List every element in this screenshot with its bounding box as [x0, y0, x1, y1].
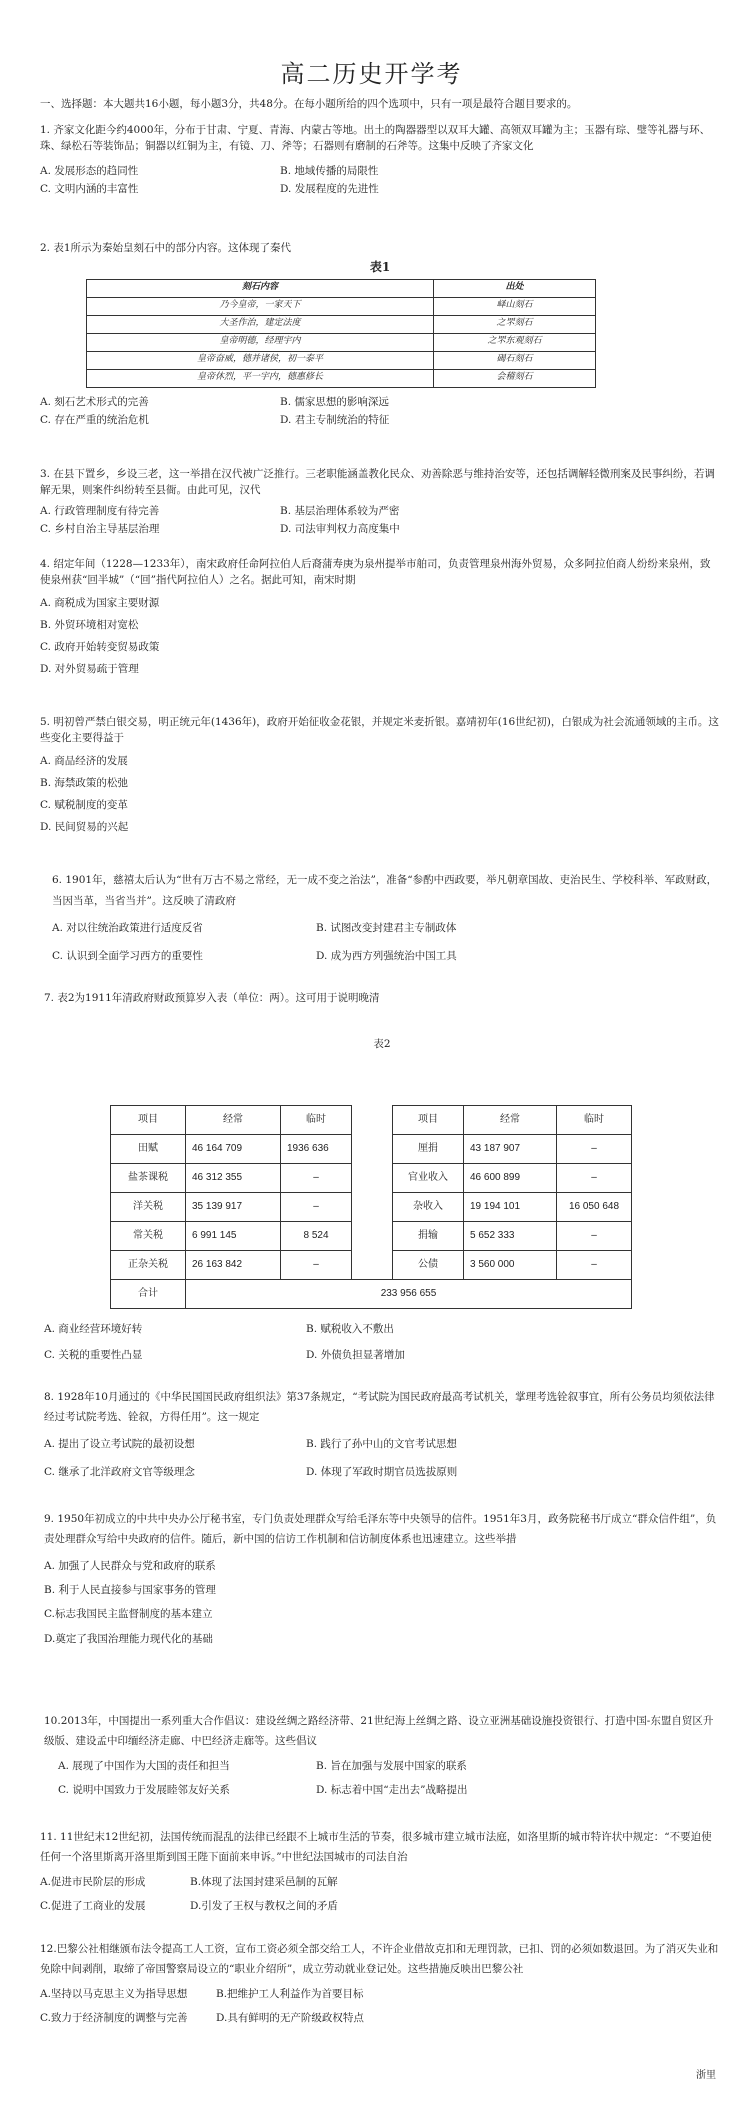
table-cell: 3 560 000	[464, 1250, 557, 1279]
option-c: C. 关税的重要性凸显	[44, 1348, 143, 1361]
table-cell: –	[281, 1250, 352, 1279]
table-cell: 16 050 648	[557, 1192, 632, 1221]
option-b: B.把维护工人利益作为首要目标	[216, 1987, 364, 2000]
option-d: D. 标志着中国“走出去”战略提出	[316, 1784, 468, 1797]
table-row	[87, 333, 596, 351]
option-d: D. 民间贸易的兴起	[40, 821, 129, 834]
option-a: A. 展现了中国作为大国的责任和担当	[58, 1759, 230, 1772]
table-gap	[352, 1105, 393, 1279]
question-stem: 11. 11世纪末12世纪初，法国传统而混乱的法律已经跟不上城市生活的节奏，很多城市建立城市法庭，如洛里斯的城市特许状中规定：“不要迫使任何一个洛里斯离开洛里斯到国王陛下面前来申诉。”中世纪法国城市的司法自治	[40, 1831, 712, 1863]
question-9	[44, 1510, 720, 1647]
option-c: C.致力于经济制度的调整与完善	[40, 2012, 188, 2025]
question-3	[40, 466, 720, 537]
option-a: A.促进市民阶层的形成	[40, 1875, 146, 1888]
option-b: B.体现了法国封建采邑制的瓦解	[190, 1875, 338, 1888]
option-a: A. 商品经济的发展	[40, 754, 128, 767]
table-header-row	[87, 279, 596, 297]
table-cell: 6 991 145	[186, 1221, 281, 1250]
table-row	[87, 315, 596, 333]
option-b: B. 践行了孙中山的文官考试思想	[306, 1437, 457, 1450]
table-cell: 正杂关税	[111, 1250, 186, 1279]
question-12	[40, 1940, 720, 2026]
option-b: B. 赋税收入不敷出	[306, 1322, 394, 1335]
table-header: 经常	[186, 1105, 281, 1134]
table-2-caption: 表2	[373, 1038, 391, 1051]
table-header: 临时	[281, 1105, 352, 1134]
table-row	[87, 369, 596, 387]
table-cell: 田赋	[111, 1134, 186, 1163]
option-d: D. 君主专制统治的特征	[280, 414, 390, 427]
table-cell: 皇帝休烈，平一宇内，德惠修长	[87, 369, 434, 387]
table-cell: 厘捐	[393, 1134, 464, 1163]
table-cell: 46 312 355	[186, 1163, 281, 1192]
table-header: 经常	[464, 1105, 557, 1134]
option-a: A. 对以往统治政策进行适度反省	[52, 922, 203, 934]
table-cell: 46 164 709	[186, 1134, 281, 1163]
option-a: A. 行政管理制度有待完善	[40, 504, 160, 517]
option-b: B. 外贸环境相对宽松	[40, 618, 139, 631]
table-header: 刻石内容	[87, 279, 434, 297]
table-cell: 会稽刻石	[434, 369, 596, 387]
question-stem: 12.巴黎公社相继颁布法令提高工人工资，宣布工资必须全部交给工人，不许企业借故克扣和无理罚款，已扣、罚的必须如数退回。为了消灭失业和免除中间剥削，取缔了帝国警察局设立的“职业介绍所”，成立劳动就业登记处。这些措施反映出巴黎公社	[40, 1943, 719, 1975]
option-d: D. 对外贸易疏于管理	[40, 663, 139, 676]
table-cell: –	[557, 1134, 632, 1163]
table-cell: 杂收入	[393, 1192, 464, 1221]
table-cell: 乃今皇帝，一家天下	[87, 297, 434, 315]
question-stem: 5. 明初曾严禁白银交易，明正统元年(1436年)，政府开始征收金花银，并规定米麦折银。嘉靖初年(16世纪初)，白银成为社会流通领域的主币。这些变化主要得益于	[40, 716, 719, 745]
table-cell: 盐茶课税	[111, 1163, 186, 1192]
question-stem: 10.2013年，中国提出一系列重大合作倡议：建设丝绸之路经济带、21世纪海上丝绸之路、设立亚洲基础设施投资银行、打造中国-东盟自贸区升级版、建设孟中印缅经济走廊、中巴经济走廊等。这些倡议	[44, 1715, 714, 1747]
table-cell: 26 163 842	[186, 1250, 281, 1279]
table-cell: 捐输	[393, 1221, 464, 1250]
corner-watermark-text: 浙里	[696, 2070, 716, 2081]
question-11	[40, 1828, 720, 1914]
question-7	[44, 990, 720, 1363]
question-8	[44, 1388, 720, 1480]
question-10	[44, 1712, 720, 1798]
table-cell: 碣石刻石	[434, 351, 596, 369]
option-c: C. 说明中国致力于发展睦邻友好关系	[58, 1784, 230, 1797]
table-cell: 19 194 101	[464, 1192, 557, 1221]
table-header-row	[111, 1105, 632, 1134]
question-4	[40, 556, 720, 678]
table-header: 项目	[393, 1105, 464, 1134]
option-d: D. 发展程度的先进性	[280, 182, 379, 195]
question-stem: 9. 1950年初成立的中共中央办公厅秘书室，专门负责处理群众写给毛泽东等中央领导的信件。1951年3月，政务院秘书厅成立“群众信件组”，负责处理群众写给中央政府的信件。随后，新中国的信访工作机制和信访制度体系也迅速建立。这些举措	[44, 1513, 717, 1545]
option-b: B. 试图改变封建君主专制政体	[316, 922, 457, 934]
table-cell: –	[557, 1221, 632, 1250]
table-cell: 35 139 917	[186, 1192, 281, 1221]
option-b: B. 儒家思想的影响深远	[280, 395, 389, 408]
option-c: C. 赋税制度的变革	[40, 799, 128, 812]
question-stem: 6. 1901年，慈禧太后认为“世有万古不易之常经，无一成不变之治法”，准备“参酌中西政要，举凡朝章国故、吏治民生、学校科举、军政财政，当因当革，当省当并”。这反映了清政府	[52, 874, 718, 907]
question-1	[40, 122, 720, 197]
option-b: B. 地域传播的局限性	[280, 164, 379, 177]
question-stem: 4. 绍定年间（1228—1233年），南宋政府任命阿拉伯人后裔蒲寿庚为泉州提举市舶司，负责管理泉州海外贸易，众多阿拉伯商人纷纷来泉州，致使泉州获“回半城”（“回”指代阿拉伯人）之名。据此可知，南宋时期	[40, 558, 711, 587]
option-d: D.奠定了我国治理能力现代化的基础	[44, 1632, 213, 1645]
table-cell: 峄山刻石	[434, 297, 596, 315]
table-cell: 皇帝奋威，德并诸侯，初一泰平	[87, 351, 434, 369]
option-a: A. 刻石艺术形式的完善	[40, 395, 149, 408]
option-d: D. 外债负担显著增加	[306, 1348, 405, 1361]
table-total-row	[111, 1279, 632, 1308]
page-title: 高二历史开学考	[280, 60, 463, 88]
option-d: D.具有鲜明的无产阶级政权特点	[216, 2012, 364, 2025]
option-c: C. 认识到全面学习西方的重要性	[52, 950, 203, 963]
table-row	[87, 297, 596, 315]
table-cell: 官业收入	[393, 1163, 464, 1192]
option-c: C. 乡村自治主导基层治理	[40, 522, 160, 535]
question-stem: 2. 表1所示为秦始皇刻石中的部分内容。这体现了秦代	[40, 242, 292, 254]
option-d: D. 司法审判权力高度集中	[280, 522, 400, 535]
table-cell: 8 524	[281, 1221, 352, 1250]
table-cell: 1936 636	[281, 1134, 352, 1163]
option-a: A. 商税成为国家主要财源	[40, 596, 160, 609]
table-cell: 洋关税	[111, 1192, 186, 1221]
option-b: B. 利于人民直接参与国家事务的管理	[44, 1584, 216, 1597]
table-1-caption: 表1	[369, 260, 391, 275]
table-cell: 46 600 899	[464, 1163, 557, 1192]
option-a: A. 加强了人民群众与党和政府的联系	[44, 1559, 216, 1572]
option-c: C.标志我国民主监督制度的基本建立	[44, 1608, 213, 1621]
question-stem: 7. 表2为1911年清政府财政预算岁入表（单位：两）。这可用于说明晚清	[44, 992, 380, 1004]
option-b: B. 基层治理体系较为严密	[280, 504, 400, 517]
table-header: 项目	[111, 1105, 186, 1134]
option-b: B. 旨在加强与发展中国家的联系	[316, 1759, 467, 1772]
option-c: C. 存在严重的统治危机	[40, 414, 149, 427]
option-d: D. 体现了军政时期官员选拔原则	[306, 1466, 458, 1479]
option-d: D. 成为西方列强统治中国工具	[316, 950, 457, 963]
question-stem: 1. 齐家文化距今约4000年，分布于甘肃、宁夏、青海、内蒙古等地。出土的陶器器型以双耳大罐、高领双耳罐为主；玉器有琮、璧等礼器与环、珠、绿松石等装饰品；铜器以红铜为主，有镜、刀、斧等；石器则有磨制的石斧等。这集中反映了齐家文化	[40, 124, 711, 153]
table-2	[110, 1105, 632, 1309]
table-header: 临时	[557, 1105, 632, 1134]
option-d: D.引发了王权与教权之间的矛盾	[190, 1900, 338, 1913]
table-cell: 大圣作治，建定法度	[87, 315, 434, 333]
table-total-value: 233 956 655	[186, 1279, 632, 1308]
table-cell: –	[281, 1192, 352, 1221]
section-instructions: 一、选择题：本大题共16小题，每小题3分，共48分。在每小题所给的四个选项中，只有一项是最符合题目要求的。	[40, 98, 578, 110]
option-a: A. 商业经营环境好转	[44, 1322, 143, 1335]
table-cell: 常关税	[111, 1221, 186, 1250]
table-header: 出处	[434, 279, 596, 297]
table-cell: 之罘刻石	[434, 315, 596, 333]
option-a: A.坚持以马克思主义为指导思想	[40, 1987, 188, 2000]
table-cell: 5 652 333	[464, 1221, 557, 1250]
table-row	[87, 351, 596, 369]
option-c: C.促进了工商业的发展	[40, 1900, 146, 1913]
table-cell: 43 187 907	[464, 1134, 557, 1163]
question-stem: 8. 1928年10月通过的《中华民国国民政府组织法》第37条规定，“考试院为国民政府最高考试机关，掌理考选铨叙事宜，所有公务员均须依法律经过考试院考选、铨叙，方得任用”。这一规定	[44, 1391, 715, 1423]
table-cell: 之罘东观刻石	[434, 333, 596, 351]
option-a: A. 发展形态的趋同性	[40, 164, 139, 177]
question-5	[40, 714, 720, 836]
table-cell: 皇帝明德，经理宇内	[87, 333, 434, 351]
option-c: C. 文明内涵的丰富性	[40, 182, 139, 195]
question-6	[52, 870, 720, 965]
table-cell: –	[557, 1163, 632, 1192]
table-cell: –	[281, 1163, 352, 1192]
option-b: B. 海禁政策的松弛	[40, 776, 128, 789]
question-2	[40, 240, 720, 428]
option-c: C. 继承了北洋政府文官等级理念	[44, 1466, 195, 1479]
option-a: A. 提出了设立考试院的最初设想	[44, 1437, 195, 1450]
table-cell: 公债	[393, 1250, 464, 1279]
table-total-label: 合计	[111, 1279, 186, 1308]
question-stem: 3. 在县下置乡，乡设三老，这一举措在汉代被广泛推行。三老职能涵盖教化民众、劝善除恶与维持治安等，还包括调解轻微刑案及民事纠纷，若调解无果，则案件纠纷转至县衙。由此可见，汉代	[40, 468, 715, 497]
table-1	[86, 279, 596, 388]
option-c: C. 政府开始转变贸易政策	[40, 641, 160, 654]
table-cell: –	[557, 1250, 632, 1279]
